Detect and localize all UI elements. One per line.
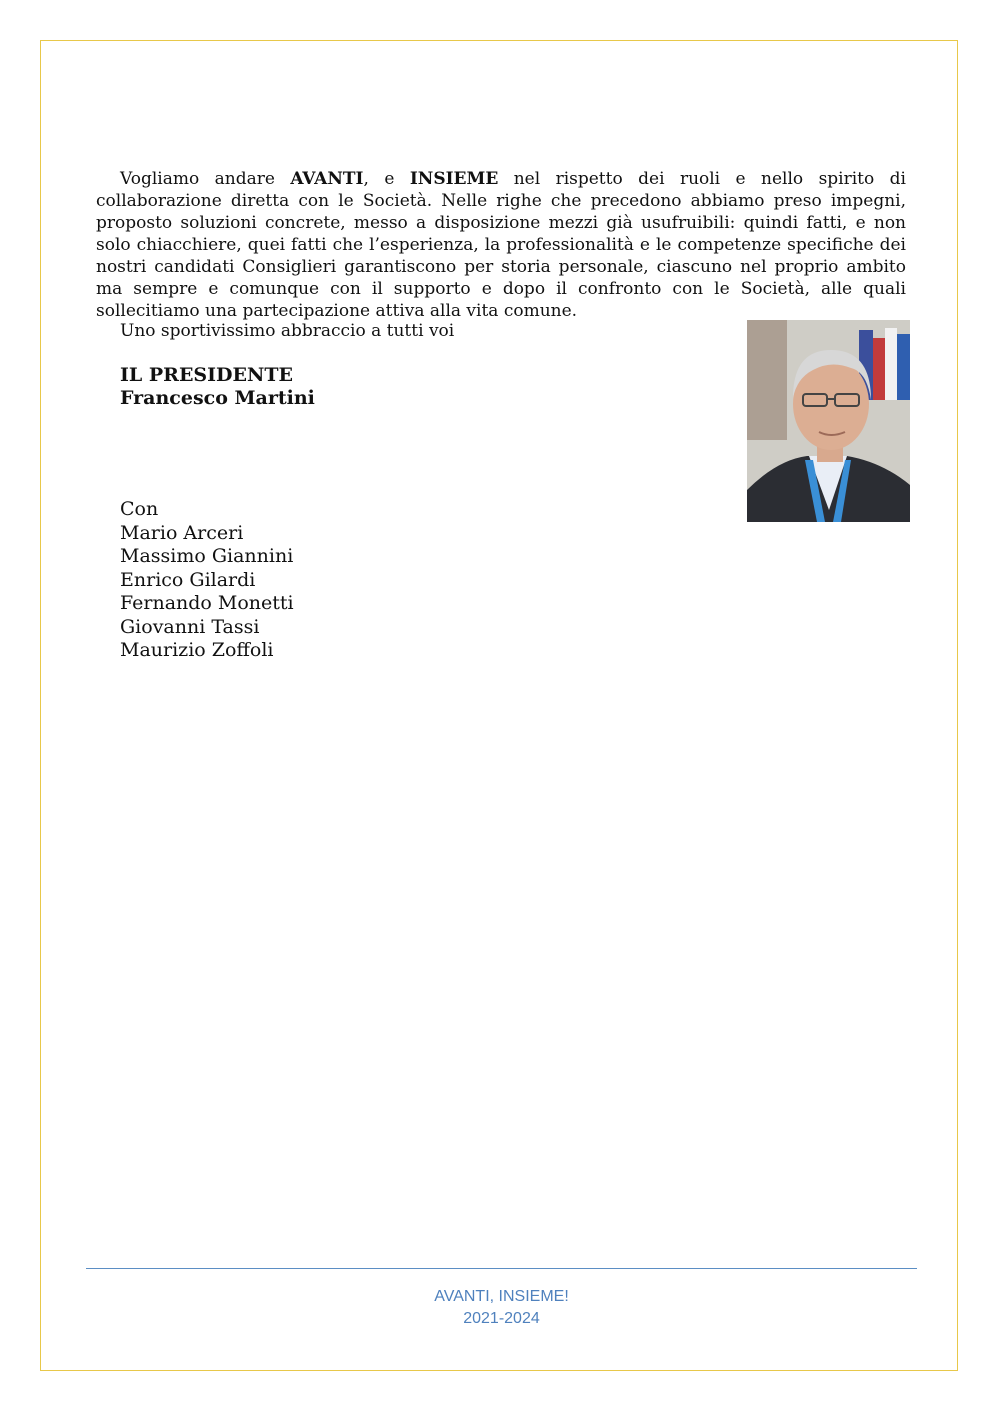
avanti-emphasis: AVANTI (290, 169, 364, 189)
page-footer (86, 1286, 917, 1330)
list-item: Mario Arceri (120, 521, 244, 544)
president-photo (747, 320, 910, 522)
footer-slogan: AVANTI, INSIEME! (434, 1288, 569, 1305)
candidates-intro: Con (120, 498, 159, 520)
list-item: Fernando Monetti (120, 592, 294, 614)
signature-name: Francesco Martini (120, 387, 315, 409)
paragraph-part-3: nel rispetto dei ruoli e nello spirito di collaborazione diretta con le Società. Nelle righe che precedono abbiamo preso impegni, proposto soluzioni concrete, messo a disposizione mezzi già usufruibili: quindi fatti, e non solo chiacchiere, quei fatti che l’esperienza, la professionalità e le competenze specifiche dei nostri candidati Consiglieri garantiscono per storia personale, ciascuno nel proprio ambito ma sempre e comunque con il supporto e dopo il confronto con le Società, alle quali sollecitiamo una partecipazione attiva alla vita comune. (96, 169, 906, 321)
signature-block (120, 364, 315, 410)
list-item: Maurizio Zoffoli (120, 639, 274, 661)
insieme-emphasis: INSIEME (409, 169, 499, 189)
letter-paragraph (96, 168, 906, 322)
footer-years: 2021-2024 (463, 1310, 540, 1327)
list-item: Massimo Giannini (120, 545, 294, 567)
list-item: Giovanni Tassi (120, 615, 260, 638)
paragraph-part-1: Vogliamo andare (120, 169, 291, 189)
signature-role: IL PRESIDENTE (120, 364, 293, 386)
paragraph-part-2: , e (363, 169, 410, 189)
greeting: Uno sportivissimo abbraccio a tutti voi (120, 321, 455, 341)
footer-divider (86, 1268, 917, 1269)
candidates-list (120, 498, 294, 663)
list-item: Enrico Gilardi (120, 568, 256, 591)
